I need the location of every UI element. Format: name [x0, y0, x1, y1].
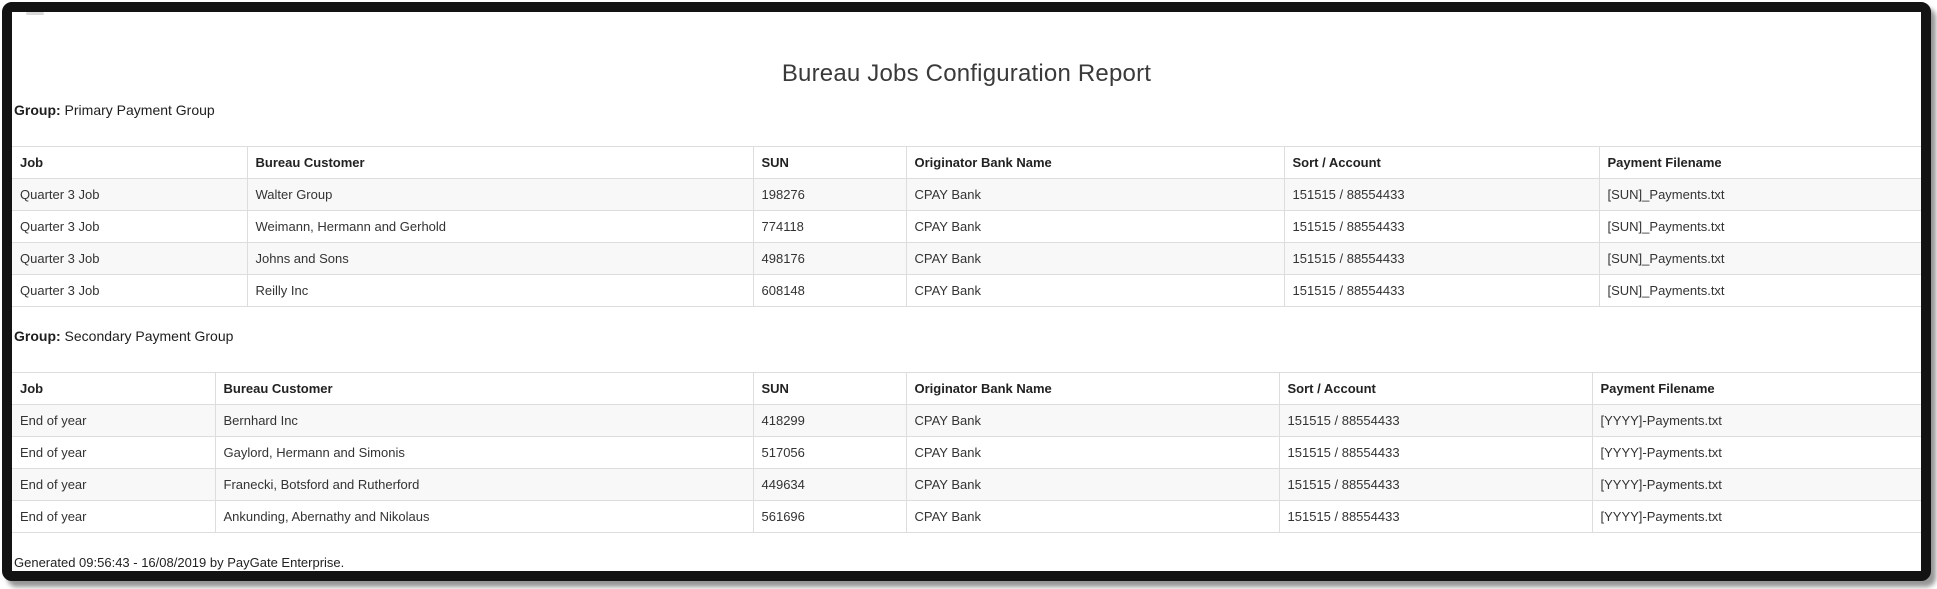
table-cell: [YYYY]-Payments.txt [1592, 469, 1921, 501]
group-label [14, 328, 1921, 344]
table-cell: Franecki, Botsford and Rutherford [215, 469, 753, 501]
group-name: Primary Payment Group [60, 102, 215, 118]
column-header: Payment Filename [1599, 147, 1921, 179]
table-cell: Reilly Inc [247, 275, 753, 307]
column-header: Job [12, 147, 247, 179]
column-header: Originator Bank Name [906, 373, 1279, 405]
table-cell: Weimann, Hermann and Gerhold [247, 211, 753, 243]
table-cell: 418299 [753, 405, 906, 437]
table-cell: 151515 / 88554433 [1284, 275, 1599, 307]
generated-timestamp: Generated 09:56:43 - 16/08/2019 by PayGate Enterprise. [14, 555, 345, 570]
column-header: Sort / Account [1284, 147, 1599, 179]
table-cell: Quarter 3 Job [12, 243, 247, 275]
table-cell: End of year [12, 469, 215, 501]
table-cell: [SUN]_Payments.txt [1599, 211, 1921, 243]
column-header: Originator Bank Name [906, 147, 1284, 179]
table-cell: 151515 / 88554433 [1279, 469, 1592, 501]
table-cell: [SUN]_Payments.txt [1599, 275, 1921, 307]
table-cell: 498176 [753, 243, 906, 275]
table-cell: 151515 / 88554433 [1284, 179, 1599, 211]
group-label [14, 102, 1921, 118]
column-header: Bureau Customer [247, 147, 753, 179]
table-cell: CPAY Bank [906, 243, 1284, 275]
table-row [12, 405, 1921, 437]
column-header: Sort / Account [1279, 373, 1592, 405]
column-header: SUN [753, 147, 906, 179]
table-cell: CPAY Bank [906, 501, 1279, 533]
group-label-prefix: Group: [14, 328, 61, 344]
table-cell: 561696 [753, 501, 906, 533]
table-cell: Quarter 3 Job [12, 211, 247, 243]
print-header-artifact [26, 12, 44, 15]
table-cell: 151515 / 88554433 [1284, 211, 1599, 243]
table-cell: CPAY Bank [906, 275, 1284, 307]
header-row [12, 373, 1921, 405]
table-cell: CPAY Bank [906, 211, 1284, 243]
table-cell: Quarter 3 Job [12, 275, 247, 307]
table-cell: [YYYY]-Payments.txt [1592, 405, 1921, 437]
table-row [12, 275, 1921, 307]
table-cell: CPAY Bank [906, 179, 1284, 211]
table-row [12, 211, 1921, 243]
group-name: Secondary Payment Group [60, 328, 234, 344]
table-cell: Walter Group [247, 179, 753, 211]
table-cell: 774118 [753, 211, 906, 243]
group-label-prefix: Group: [14, 102, 61, 118]
table-cell: End of year [12, 405, 215, 437]
jobs-table [12, 146, 1921, 307]
table-cell: Quarter 3 Job [12, 179, 247, 211]
table-cell: End of year [12, 437, 215, 469]
table-row [12, 501, 1921, 533]
page-title: Bureau Jobs Configuration Report [781, 60, 1152, 87]
table-cell: 449634 [753, 469, 906, 501]
table-cell: 151515 / 88554433 [1279, 501, 1592, 533]
table-cell: CPAY Bank [906, 437, 1279, 469]
report-content [12, 12, 1921, 571]
table-cell: CPAY Bank [906, 405, 1279, 437]
table-cell: End of year [12, 501, 215, 533]
column-header: SUN [753, 373, 906, 405]
table-cell: Gaylord, Hermann and Simonis [215, 437, 753, 469]
table-cell: [YYYY]-Payments.txt [1592, 501, 1921, 533]
table-cell: 517056 [753, 437, 906, 469]
table-cell: 151515 / 88554433 [1284, 243, 1599, 275]
table-row [12, 437, 1921, 469]
table-row [12, 179, 1921, 211]
table-cell: 151515 / 88554433 [1279, 405, 1592, 437]
table-cell: CPAY Bank [906, 469, 1279, 501]
report-window [2, 2, 1931, 581]
column-header: Payment Filename [1592, 373, 1921, 405]
column-header: Bureau Customer [215, 373, 753, 405]
groups-container [12, 102, 1921, 533]
table-cell: [SUN]_Payments.txt [1599, 179, 1921, 211]
table-cell: 198276 [753, 179, 906, 211]
table-cell: Bernhard Inc [215, 405, 753, 437]
table-cell: [SUN]_Payments.txt [1599, 243, 1921, 275]
table-row [12, 243, 1921, 275]
table-cell: Ankunding, Abernathy and Nikolaus [215, 501, 753, 533]
table-cell: 608148 [753, 275, 906, 307]
jobs-table [12, 372, 1921, 533]
table-cell: 151515 / 88554433 [1279, 437, 1592, 469]
header-row [12, 147, 1921, 179]
table-row [12, 469, 1921, 501]
table-cell: [YYYY]-Payments.txt [1592, 437, 1921, 469]
table-cell: Johns and Sons [247, 243, 753, 275]
column-header: Job [12, 373, 215, 405]
